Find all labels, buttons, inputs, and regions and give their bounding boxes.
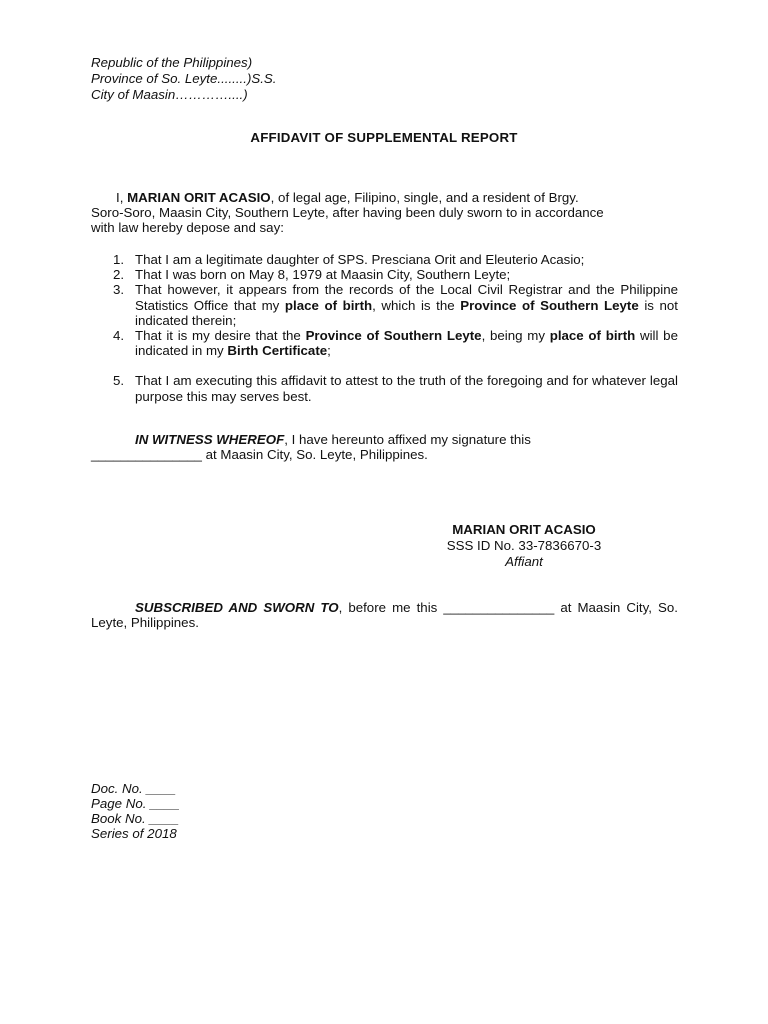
venue-province: Province of So. Leyte........)S.S.	[91, 71, 277, 86]
subscribed-paragraph	[91, 600, 678, 630]
affiant-id: SSS ID No. 33-7836670-3	[446, 538, 602, 553]
notary-page-no: Page No. ____	[91, 796, 180, 811]
notary-block	[91, 781, 180, 841]
item-number: 3.	[113, 282, 125, 298]
witness-rest: , I have hereunto affixed my signature this	[284, 432, 531, 447]
item-text: , being my	[481, 328, 550, 344]
item-text: That I am executing this affidavit to attest to the truth of the foregoing and for whatever legal purpose this may serves best.	[135, 373, 678, 404]
list-item	[91, 282, 678, 328]
list-item	[91, 328, 678, 358]
intro-paragraph	[91, 190, 678, 236]
affiant-name-intro: MARIAN ORIT ACASIO	[127, 190, 271, 205]
affiant-role: Affiant	[505, 554, 543, 569]
witness-line-1	[91, 432, 678, 447]
item-number: 1.	[113, 252, 125, 267]
subscribed-lead: SUBSCRIBED AND SWORN TO	[135, 600, 339, 615]
item-text: is not indicated therein;	[135, 297, 678, 328]
statements-list	[91, 252, 678, 404]
intro-line-2: Soro-Soro, Maasin City, Southern Leyte, after having been duly sworn to in accordance	[91, 205, 604, 221]
item-text: will be indicated in my	[135, 328, 678, 359]
affiant-name: MARIAN ORIT ACASIO	[452, 522, 596, 537]
notary-doc-no: Doc. No. ____	[91, 781, 177, 796]
venue-republic: Republic of the Philippines)	[91, 55, 253, 70]
witness-line-2: _______________ at Maasin City, So. Leyte, Philippines.	[91, 447, 428, 463]
document-title: AFFIDAVIT OF SUPPLEMENTAL REPORT	[250, 130, 518, 145]
item-text: That it is my desire that the	[135, 328, 306, 344]
item-bold: place of birth	[284, 297, 373, 313]
venue-city: City of Maasin…………....)	[91, 87, 248, 102]
notary-book-no: Book No. ____	[91, 811, 179, 826]
venue-block	[91, 55, 277, 103]
item-number: 4.	[113, 328, 125, 344]
item-number: 5.	[113, 373, 125, 389]
list-item	[91, 252, 678, 267]
item-text: That I am a legitimate daughter of SPS. Presciana Orit and Eleuterio Acasio;	[135, 252, 585, 267]
list-item	[91, 373, 678, 403]
list-item	[91, 267, 678, 282]
intro-pre: I,	[116, 190, 128, 205]
signature-block	[430, 522, 618, 570]
item-text: ;	[327, 343, 331, 359]
intro-line-3: with law hereby depose and say:	[91, 220, 284, 236]
list-spacer	[91, 358, 678, 373]
notary-series: Series of 2018	[91, 826, 177, 841]
item-bold: Birth Certificate	[227, 343, 328, 359]
item-bold: Province of Southern Leyte	[460, 297, 639, 313]
intro-line-1	[91, 190, 678, 205]
item-text: That I was born on May 8, 1979 at Maasin City, Southern Leyte;	[135, 267, 511, 283]
item-text: , which is the	[372, 297, 461, 313]
witness-paragraph	[91, 432, 678, 462]
witness-lead: IN WITNESS WHEREOF	[135, 432, 285, 447]
item-number: 2.	[113, 267, 125, 283]
item-bold: place of birth	[549, 328, 636, 344]
item-bold: Province of Southern Leyte	[305, 328, 482, 344]
item-text: That however, it appears from the records of the Local Civil Registrar and the Philippine Statistics Office that my	[135, 282, 678, 313]
intro-rest: , of legal age, Filipino, single, and a resident of Brgy.	[270, 190, 579, 205]
subscribed-rest: , before me this _______________ at Maasin City, So. Leyte, Philippines.	[91, 600, 678, 631]
